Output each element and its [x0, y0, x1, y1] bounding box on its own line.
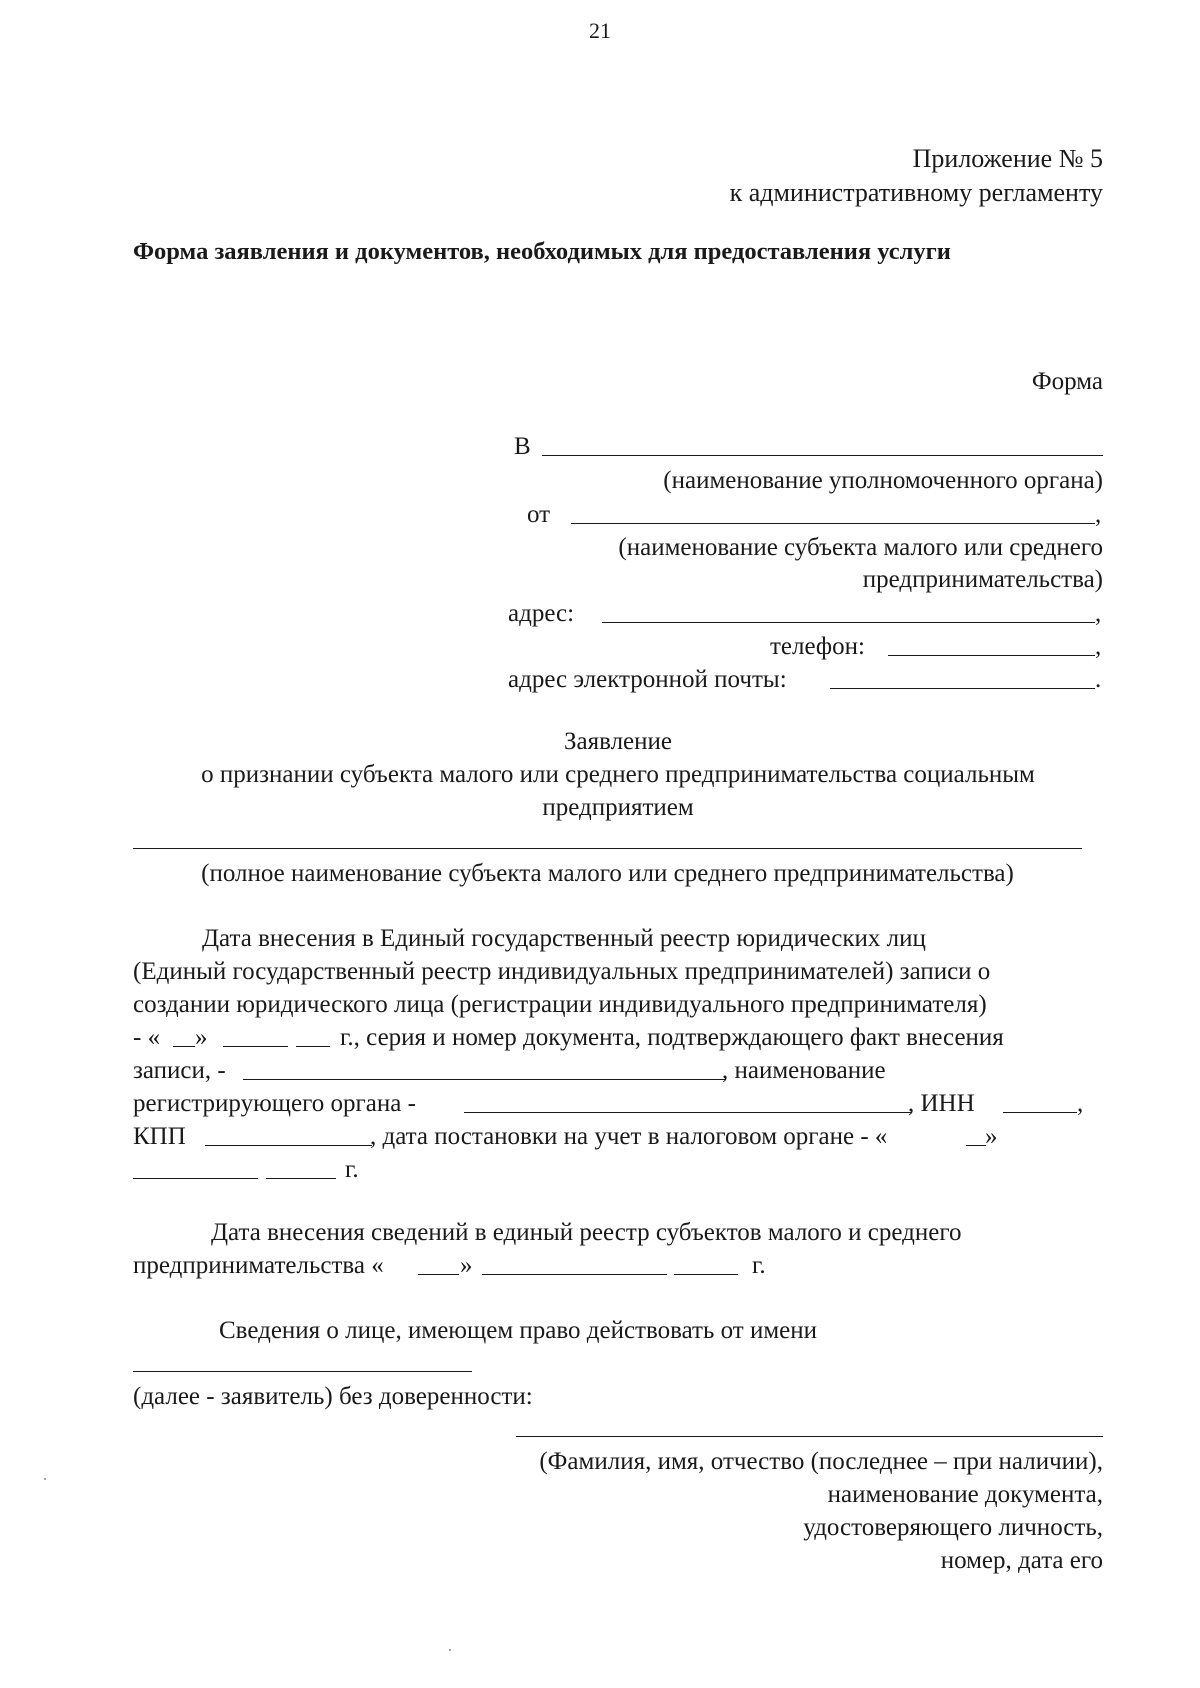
person-line-2: (далее - заявитель) без доверенности: [133, 1383, 533, 1410]
reg-line-4-open: - « [133, 1024, 161, 1051]
reg-day-field[interactable] [173, 1046, 195, 1047]
to-caption: (наименование уполномоченного органа) [663, 467, 1103, 494]
subject-name-field[interactable] [133, 848, 1082, 849]
form-label: Форма [1031, 368, 1103, 395]
address-field[interactable] [602, 622, 1095, 623]
reg-record-field[interactable] [243, 1079, 726, 1080]
reg-line-6-inn: , ИНН [908, 1090, 975, 1117]
sme-day-field[interactable] [418, 1274, 459, 1275]
sme-line-2-close: » [460, 1252, 473, 1279]
email-label: адрес электронной почты: [508, 666, 787, 693]
tax-date-close: » [985, 1123, 998, 1150]
entity-name-field[interactable] [133, 1371, 472, 1372]
kpp-label: КПП [133, 1123, 186, 1150]
to-prefix: В [514, 433, 531, 460]
sme-year-suffix: г. [752, 1252, 766, 1279]
inn-field[interactable] [1003, 1112, 1077, 1113]
reg-line-1: Дата внесения в Единый государственный реестр юридических лиц [202, 925, 926, 952]
tax-day-field[interactable] [966, 1145, 986, 1146]
reg-line-2: (Единый государственный реестр индивидуальных предпринимателей) записи о [133, 958, 991, 985]
reg-authority-field[interactable] [464, 1112, 912, 1113]
sme-line-1: Дата внесения сведений в единый реестр субъектов малого и среднего [211, 1219, 962, 1246]
address-label: адрес: [508, 600, 575, 627]
from-subject-field[interactable] [571, 523, 1095, 524]
reg-line-5-label: записи, - [133, 1057, 226, 1084]
statement-subtitle-1: о признании субъекта малого или среднего предпринимательства социальным [201, 761, 1035, 788]
email-field[interactable] [830, 688, 1095, 689]
subject-name-caption: (полное наименование субъекта малого или среднего предпринимательства) [201, 860, 1014, 887]
reg-line-5-text: , наименование [722, 1057, 886, 1084]
from-caption-1: (наименование субъекта малого или среднего [618, 534, 1103, 561]
reg-line-3: создании юридического лица (регистрации индивидуального предпринимателя) [133, 991, 987, 1018]
applicant-caption-3: удостоверяющего личность, [803, 1514, 1103, 1541]
tax-month-field[interactable] [133, 1178, 258, 1179]
reg-year-field[interactable] [296, 1046, 330, 1047]
reg-month-field[interactable] [223, 1046, 288, 1047]
applicant-caption-2: наименование документа, [827, 1481, 1103, 1508]
document-heading: Форма заявления и документов, необходимых для предоставления услуги [133, 238, 951, 265]
from-prefix: от [527, 501, 551, 528]
statement-subtitle-2: предприятием [542, 794, 694, 821]
address-suffix: , [1095, 600, 1102, 627]
tax-year-suffix: г. [345, 1156, 359, 1183]
tax-year-field[interactable] [266, 1178, 336, 1179]
from-caption-2: предпринимательства) [862, 566, 1103, 593]
scan-speck [449, 1649, 451, 1651]
reg-line-6-suffix: , [1077, 1090, 1084, 1117]
phone-field[interactable] [888, 655, 1095, 656]
page-number: 21 [589, 18, 611, 43]
to-authority-field[interactable] [542, 455, 1103, 456]
reg-line-4-close: » [195, 1024, 208, 1051]
appendix-number: Приложение № 5 [912, 144, 1103, 173]
applicant-details-field[interactable] [516, 1436, 1103, 1437]
person-line-1: Сведения о лице, имеющем право действовать от имени [219, 1317, 817, 1344]
applicant-caption-4: номер, дата его [940, 1547, 1103, 1574]
from-suffix: , [1095, 501, 1102, 528]
phone-label: телефон: [770, 633, 865, 660]
sme-month-field[interactable] [482, 1274, 667, 1275]
reg-line-6-label: регистрирующего органа - [133, 1090, 416, 1117]
sme-year-field[interactable] [674, 1274, 738, 1275]
kpp-field[interactable] [205, 1145, 372, 1146]
appendix-regulation: к административному регламенту [729, 178, 1103, 207]
email-suffix: . [1095, 666, 1102, 693]
statement-title: Заявление [563, 728, 673, 755]
reg-line-4-text: г., серия и номер документа, подтверждающего факт внесения [340, 1024, 1004, 1051]
phone-suffix: , [1095, 633, 1102, 660]
sme-line-2-label: предпринимательства « [133, 1252, 384, 1279]
scan-speck [44, 1478, 46, 1480]
applicant-caption-1: (Фамилия, имя, отчество (последнее – при наличии), [539, 1448, 1103, 1475]
tax-date-label: , дата постановки на учет в налоговом органе - « [370, 1123, 888, 1150]
